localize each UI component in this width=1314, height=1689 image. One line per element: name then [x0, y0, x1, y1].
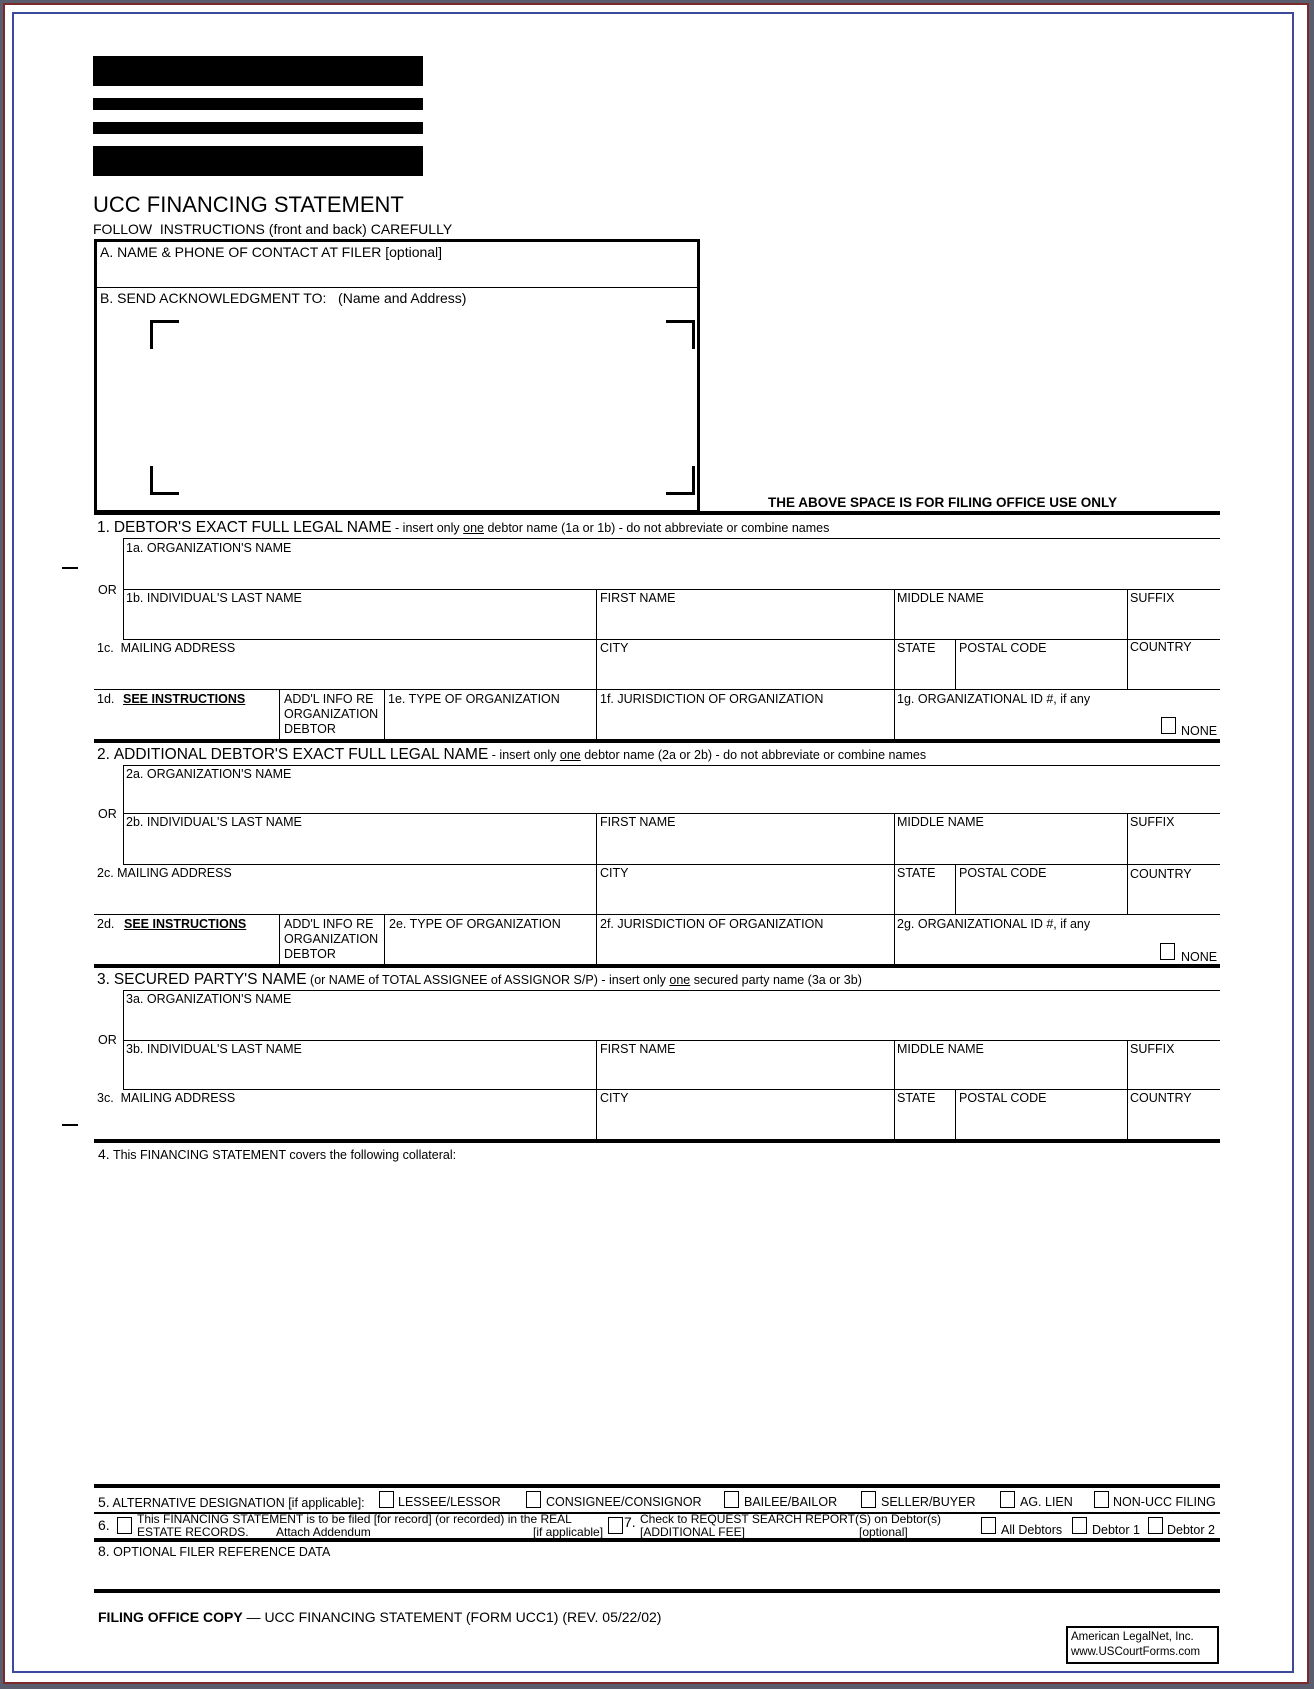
section-4-text: This FINANCING STATEMENT covers the following collateral: — [112, 1148, 457, 1162]
row-rule — [94, 689, 1220, 690]
mailing-address-label: 1c. MAILING ADDRESS — [97, 641, 236, 655]
country-label: COUNTRY — [1130, 867, 1192, 881]
option-label: CONSIGNEE/CONSIGNOR — [546, 1495, 702, 1509]
debtor-city-input[interactable] — [600, 660, 894, 686]
add-debtor-mailing-address-input[interactable] — [98, 885, 595, 911]
addl-info-label: DEBTOR — [284, 947, 336, 961]
postal-code-label: POSTAL CODE — [959, 866, 1047, 880]
col-rule — [279, 689, 280, 740]
addendum-checkbox[interactable] — [608, 1517, 623, 1534]
last-name-label: 1b. INDIVIDUAL'S LAST NAME — [126, 591, 302, 605]
col-rule — [894, 813, 895, 965]
section-rule — [94, 1538, 1220, 1542]
filer-reference-input[interactable] — [98, 1562, 1220, 1590]
section-desc: (or NAME of TOTAL ASSIGNEE of ASSIGNOR S/P) - insert only — [306, 973, 670, 987]
org-name-label: 1a. ORGANIZATION'S NAME — [126, 541, 292, 555]
addl-info-label: ADD'L INFO RE — [284, 917, 374, 931]
section-b-label: B. SEND ACKNOWLEDGMENT TO: (Name and Address) — [100, 290, 467, 306]
section-num: 3. — [97, 971, 110, 988]
section-desc: secured party name (3a or 3b) — [690, 973, 862, 987]
row-rule — [123, 1089, 1220, 1090]
row-rule — [123, 864, 1220, 865]
add-debtor-suffix-input[interactable] — [1130, 835, 1220, 861]
col-rule — [384, 689, 385, 740]
col-rule — [894, 589, 895, 740]
barcode-bar — [93, 56, 423, 86]
debtor-2-checkbox[interactable] — [1148, 1517, 1163, 1534]
form-title: UCC FINANCING STATEMENT — [93, 192, 404, 217]
add-debtor-org-type-input[interactable] — [389, 935, 595, 959]
debtor-org-name-input[interactable] — [127, 560, 1219, 586]
section-num: 8. — [98, 1543, 110, 1559]
section-desc: debtor name (2a or 2b) - do not abbreviate or combine names — [580, 748, 927, 762]
barcode-bar — [93, 98, 423, 110]
section-title: ADDITIONAL DEBTOR'S EXACT FULL LEGAL NAME — [113, 746, 489, 763]
section-1-heading — [97, 519, 829, 537]
debtor-postal-code-input[interactable] — [959, 660, 1127, 686]
s6-ifapp: [if applicable] — [533, 1525, 604, 1539]
col-rule — [955, 1089, 956, 1140]
s7-text: [ADDITIONAL FEE] — [640, 1525, 745, 1539]
s7-text: Check to REQUEST SEARCH REPORT(S) on Debtor(s) — [640, 1512, 941, 1526]
none-label: NONE — [1181, 724, 1218, 738]
row-rule — [123, 538, 1220, 539]
or-label: OR — [98, 1033, 117, 1047]
middle-name-label: MIDDLE NAME — [897, 1042, 984, 1056]
divider — [97, 287, 697, 288]
section-num: 6. — [98, 1517, 110, 1533]
option-label: Debtor 1 — [1092, 1523, 1140, 1537]
option-label: BAILEE/BAILOR — [744, 1495, 838, 1509]
col-rule — [123, 765, 124, 864]
vendor-box — [1066, 1626, 1219, 1664]
col-rule — [596, 589, 597, 740]
add-debtor-org-id-input[interactable] — [897, 935, 1161, 959]
contact-at-filer-input[interactable] — [100, 263, 694, 285]
section-5-label — [98, 1495, 365, 1510]
jurisdiction-label: 1f. JURISDICTION OF ORGANIZATION — [600, 692, 824, 706]
section-num: 7. — [624, 1514, 636, 1530]
section-num: 1. — [97, 519, 110, 536]
row-rule — [123, 765, 1220, 766]
org-id-label: 2g. ORGANIZATIONAL ID #, if any — [897, 917, 1091, 931]
org-name-label: 2a. ORGANIZATION'S NAME — [126, 767, 292, 781]
section-num: 2. — [97, 746, 110, 763]
secured-middle-name-input[interactable] — [897, 1061, 1127, 1087]
section-a-label: A. NAME & PHONE OF CONTACT AT FILER [optional] — [100, 244, 443, 260]
middle-name-label: MIDDLE NAME — [897, 591, 984, 605]
secured-first-name-input[interactable] — [600, 1061, 894, 1087]
s6-attach: Attach Addendum — [276, 1525, 371, 1539]
debtor-1-checkbox[interactable] — [1072, 1517, 1087, 1534]
all-debtors-checkbox[interactable] — [981, 1517, 996, 1534]
option-label: All Debtors — [1001, 1523, 1063, 1537]
real-estate-checkbox[interactable] — [117, 1517, 132, 1534]
debtor-first-name-input[interactable] — [600, 610, 894, 636]
section-num: 5. — [98, 1494, 110, 1510]
section-desc-one: one — [669, 973, 691, 987]
secured-last-name-input[interactable] — [127, 1061, 595, 1087]
secured-state-input[interactable] — [897, 1110, 955, 1136]
debtor-last-name-input[interactable] — [127, 610, 595, 636]
seller-buyer-checkbox[interactable] — [861, 1491, 876, 1508]
secured-mailing-address-input[interactable] — [98, 1110, 595, 1136]
suffix-label: SUFFIX — [1130, 1042, 1175, 1056]
state-label: STATE — [897, 866, 936, 880]
section-rule — [94, 511, 1220, 515]
country-label: COUNTRY — [1130, 1091, 1192, 1105]
section-desc-one: one — [559, 748, 581, 762]
corner-mark — [666, 320, 695, 349]
col-rule — [955, 639, 956, 689]
see-instructions-link[interactable]: SEE INSTRUCTIONS — [124, 917, 247, 931]
org-name-label: 3a. ORGANIZATION'S NAME — [126, 992, 292, 1006]
col-rule — [123, 990, 124, 1089]
s6-text: This FINANCING STATEMENT is to be filed [for record] (or recorded) in the REAL — [137, 1512, 572, 1526]
col-rule — [384, 914, 385, 965]
city-label: CITY — [600, 866, 629, 880]
add-debtor-city-input[interactable] — [600, 885, 894, 911]
section-title: SECURED PARTY'S NAME — [113, 971, 307, 988]
add-debtor-state-input[interactable] — [897, 885, 955, 911]
debtor-suffix-input[interactable] — [1130, 610, 1220, 636]
suffix-label: SUFFIX — [1130, 815, 1175, 829]
row-rule — [123, 813, 1220, 814]
debtor-middle-name-input[interactable] — [897, 610, 1127, 636]
lessee-lessor-checkbox[interactable] — [379, 1491, 394, 1508]
section-desc: debtor name (1a or 1b) - do not abbreviate or combine names — [484, 521, 830, 535]
vendor-name: American LegalNet, Inc. — [1071, 1631, 1194, 1643]
col-rule — [1127, 1040, 1128, 1140]
footer-copy-label — [98, 1609, 661, 1625]
margin-tick — [62, 1124, 78, 1126]
margin-tick — [62, 567, 78, 569]
section-rule — [94, 964, 1220, 968]
see-instructions-num: 1d. — [97, 692, 115, 706]
section-2-heading — [97, 746, 926, 764]
option-label: LESSEE/LESSOR — [398, 1495, 501, 1509]
add-debtor-org-name-input[interactable] — [127, 785, 1219, 811]
section-3-heading — [97, 971, 862, 989]
vendor-url: www.USCourtForms.com — [1071, 1646, 1201, 1658]
acknowledgment-address-input[interactable] — [185, 340, 659, 464]
barcode-bar — [93, 122, 423, 134]
last-name-label: 3b. INDIVIDUAL'S LAST NAME — [126, 1042, 302, 1056]
debtor-org-type-input[interactable] — [389, 710, 595, 734]
addl-info-label: ORGANIZATION — [284, 932, 379, 946]
s6-text: ESTATE RECORDS. — [137, 1525, 249, 1539]
addl-info-label: ORGANIZATION — [284, 707, 379, 721]
filing-office-copy: FILING OFFICE COPY — [98, 1609, 243, 1625]
consignee-consignor-checkbox[interactable] — [526, 1491, 541, 1508]
suffix-label: SUFFIX — [1130, 591, 1175, 605]
add-debtor-country-input[interactable] — [1130, 885, 1220, 911]
secured-suffix-input[interactable] — [1130, 1061, 1220, 1087]
barcode-bar — [93, 146, 423, 176]
option-label: Debtor 2 — [1167, 1523, 1215, 1537]
addl-info-label: ADD'L INFO RE — [284, 692, 374, 706]
s7-optional: [optional] — [859, 1525, 908, 1539]
city-label: CITY — [600, 641, 629, 655]
see-instructions-link[interactable]: SEE INSTRUCTIONS — [123, 692, 246, 706]
postal-code-label: POSTAL CODE — [959, 1091, 1047, 1105]
add-debtor-jurisdiction-input[interactable] — [600, 935, 894, 959]
add-debtor-middle-name-input[interactable] — [897, 835, 1127, 861]
country-label: COUNTRY — [1130, 640, 1192, 654]
row-rule — [123, 589, 1220, 590]
section-rule — [94, 1589, 1220, 1593]
org-id-label: 1g. ORGANIZATIONAL ID #, if any — [897, 692, 1091, 706]
section-rule — [94, 1484, 1220, 1488]
postal-code-label: POSTAL CODE — [959, 641, 1047, 655]
section-4-label — [98, 1147, 456, 1162]
debtor-org-id-input[interactable] — [897, 710, 1161, 734]
or-label: OR — [98, 583, 117, 597]
jurisdiction-label: 2f. JURISDICTION OF ORGANIZATION — [600, 917, 824, 931]
secured-city-input[interactable] — [600, 1110, 894, 1136]
city-label: CITY — [600, 1091, 629, 1105]
org-type-label: 1e. TYPE OF ORGANIZATION — [388, 692, 560, 706]
option-label: AG. LIEN — [1020, 1495, 1073, 1509]
org-type-label: 2e. TYPE OF ORGANIZATION — [389, 917, 561, 931]
col-rule — [955, 864, 956, 914]
state-label: STATE — [897, 641, 936, 655]
first-name-label: FIRST NAME — [600, 1042, 676, 1056]
add-debtor-last-name-input[interactable] — [127, 835, 595, 861]
col-rule — [894, 1040, 895, 1140]
section-rule — [94, 1139, 1220, 1143]
section-8-text: OPTIONAL FILER REFERENCE DATA — [113, 1545, 331, 1559]
first-name-label: FIRST NAME — [600, 591, 676, 605]
ag-lien-checkbox[interactable] — [1000, 1491, 1015, 1508]
collateral-input[interactable] — [98, 1168, 1220, 1484]
addl-info-label: DEBTOR — [284, 722, 336, 736]
none-checkbox[interactable] — [1160, 943, 1175, 960]
form-subtitle: FOLLOW INSTRUCTIONS (front and back) CAREFULLY — [93, 221, 453, 237]
row-rule — [123, 1040, 1220, 1041]
corner-mark — [666, 466, 695, 495]
row-rule — [94, 914, 1220, 915]
non-ucc-filing-checkbox[interactable] — [1094, 1491, 1109, 1508]
section-desc: - insert only — [488, 748, 560, 762]
row-rule — [123, 639, 1220, 640]
col-rule — [279, 914, 280, 965]
last-name-label: 2b. INDIVIDUAL'S LAST NAME — [126, 815, 302, 829]
see-instructions-num: 2d. — [97, 917, 115, 931]
none-label: NONE — [1181, 950, 1218, 964]
none-checkbox[interactable] — [1161, 717, 1176, 734]
secured-org-name-input[interactable] — [127, 1011, 1219, 1037]
row-rule — [123, 990, 1220, 991]
option-label: NON-UCC FILING — [1113, 1495, 1216, 1509]
section-num: 4. — [98, 1146, 110, 1162]
add-debtor-first-name-input[interactable] — [600, 835, 894, 861]
col-rule — [1127, 589, 1128, 689]
mailing-address-label: 2c. MAILING ADDRESS — [97, 866, 232, 880]
state-label: STATE — [897, 1091, 936, 1105]
debtor-jurisdiction-input[interactable] — [600, 710, 894, 734]
debtor-country-input[interactable] — [1130, 660, 1220, 686]
corner-mark — [150, 320, 179, 349]
col-rule — [596, 813, 597, 965]
secured-postal-code-input[interactable] — [959, 1110, 1127, 1136]
mailing-address-label: 3c. MAILING ADDRESS — [97, 1091, 236, 1105]
section-desc: - insert only — [391, 521, 464, 535]
col-rule — [596, 1040, 597, 1140]
middle-name-label: MIDDLE NAME — [897, 815, 984, 829]
option-label: SELLER/BUYER — [881, 1495, 976, 1509]
first-name-label: FIRST NAME — [600, 815, 676, 829]
or-label: OR — [98, 807, 117, 821]
col-rule — [1127, 813, 1128, 914]
add-debtor-postal-code-input[interactable] — [959, 885, 1127, 911]
bailee-bailor-checkbox[interactable] — [724, 1491, 739, 1508]
section-title: DEBTOR'S EXACT FULL LEGAL NAME — [113, 519, 392, 536]
corner-mark — [150, 466, 179, 495]
section-8-label — [98, 1544, 330, 1559]
col-rule — [123, 538, 124, 639]
form-name: — UCC FINANCING STATEMENT (FORM UCC1) (REV. 05/22/02) — [242, 1609, 662, 1625]
debtor-state-input[interactable] — [897, 660, 955, 686]
alt-designation-label: ALTERNATIVE DESIGNATION [if applicable]: — [112, 1496, 365, 1510]
filing-office-note: THE ABOVE SPACE IS FOR FILING OFFICE USE ONLY — [768, 495, 1118, 510]
secured-country-input[interactable] — [1130, 1110, 1220, 1136]
section-rule — [94, 739, 1220, 743]
section-desc-one: one — [463, 521, 484, 535]
debtor-mailing-address-input[interactable] — [98, 660, 595, 686]
